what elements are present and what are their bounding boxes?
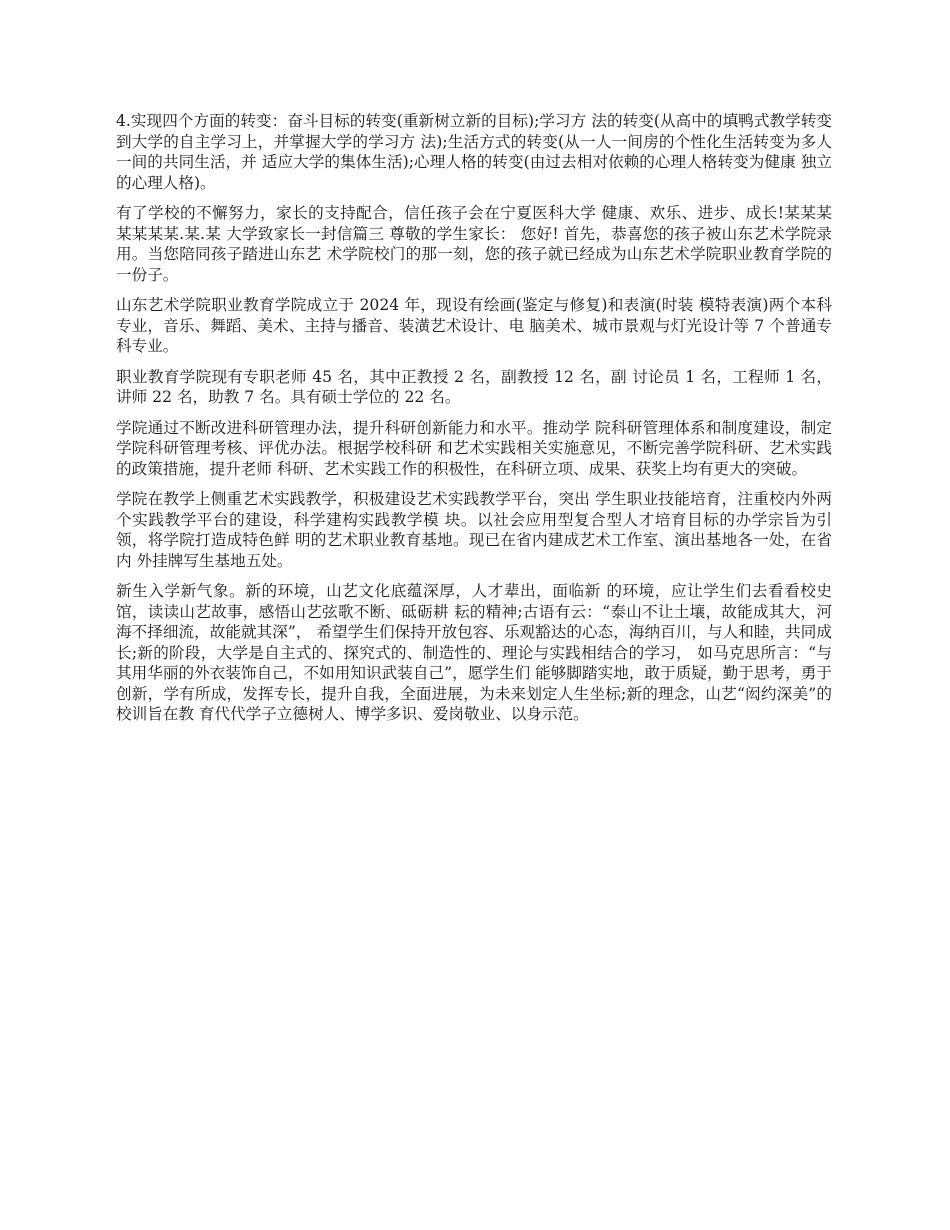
paragraph-3: 山东艺术学院职业教育学院成立于 2024 年，现设有绘画(鉴定与修复)和表演(时装 模特表演)两个本科专业，音乐、舞蹈、美术、主持与播音、装潢艺术设计、电 脑美术、城市景观与灯光设计等 7 个普通专科专业。 bbox=[116, 296, 832, 355]
paragraph-6: 学院在教学上侧重艺术实践教学，积极建设艺术实践教学平台，突出 学生职业技能培育，注重校内外两个实践教学平台的建设，科学建构实践教学模 块。以社会应用型复合型人才培育目标的办学宗旨为引领，将学院打造成特色鲜 明的艺术职业教育基地。现已在省内建成艺术工作室、演出基地各一处，在省内 外挂牌写生基地五处。 bbox=[116, 490, 832, 570]
document-body bbox=[116, 111, 832, 735]
paragraph-4: 职业教育学院现有专职老师 45 名，其中正教授 2 名，副教授 12 名，副 讨论员 1 名，工程师 1 名，讲师 22 名，助教 7 名。具有硕士学位的 22 名。 bbox=[116, 367, 832, 406]
paragraph-1: 4.实现四个方面的转变：奋斗目标的转变(重新树立新的目标);学习方 法的转变(从高中的填鸭式教学转变到大学的自主学习上，并掌握大学的学习方 法);生活方式的转变(从一人一间房的个性化生活转变为多人一间的共同生活，并 适应大学的集体生活);心理人格的转变(由过去相对依赖的心理人格转变为健康 独立的心理人格)。 bbox=[116, 112, 832, 192]
paragraph-7: 新生入学新气象。新的环境，山艺文化底蕴深厚，人才辈出，面临新 的环境，应让学生们去看看校史馆，读读山艺故事，感悟山艺弦歌不断、砥砺耕 耘的精神;古语有云：“泰山不让土壤，故能成其大，河海不择细流，故能就其深”， 希望学生们保持开放包容、乐观豁达的心态，海纳百川，与人和睦，共同成长;新的阶段，大学是自主式的、探究式的、制造性的、理论与实践相结合的学习， 如马克思所言：“与其用华丽的外衣装饰自己，不如用知识武装自己”，愿学生们 能够脚踏实地，敢于质疑，勤于思考，勇于创新，学有所成，发挥专长，提升自我，全面进展，为未来划定人生坐标;新的理念，山艺“闳约深美”的校训旨在教 育代代学子立德树人、博学多识、爱岗敬业、以身示范。 bbox=[116, 582, 832, 723]
paragraph-2: 有了学校的不懈努力，家长的支持配合，信任孩子会在宁夏医科大学 健康、欢乐、进步、成长!某某某 某某某某.某.某 大学致家长一封信篇三 尊敬的学生家长： 您好! 首先，恭喜您的孩子被山东艺术学院录用。当您陪同孩子踏进山东艺 术学院校门的那一刻，您的孩子就已经成为山东艺术学院职业教育学院的一份子。 bbox=[116, 204, 832, 284]
paragraph-5: 学院通过不断改进科研管理办法，提升科研创新能力和水平。推动学 院科研管理体系和制度建设，制定学院科研管理考核、评优办法。根据学校科研 和艺术实践相关实施意见，不断完善学院科研、艺术实践的政策措施，提升老师 科研、艺术实践工作的积极性，在科研立项、成果、获奖上均有更大的突破。 bbox=[116, 418, 832, 478]
